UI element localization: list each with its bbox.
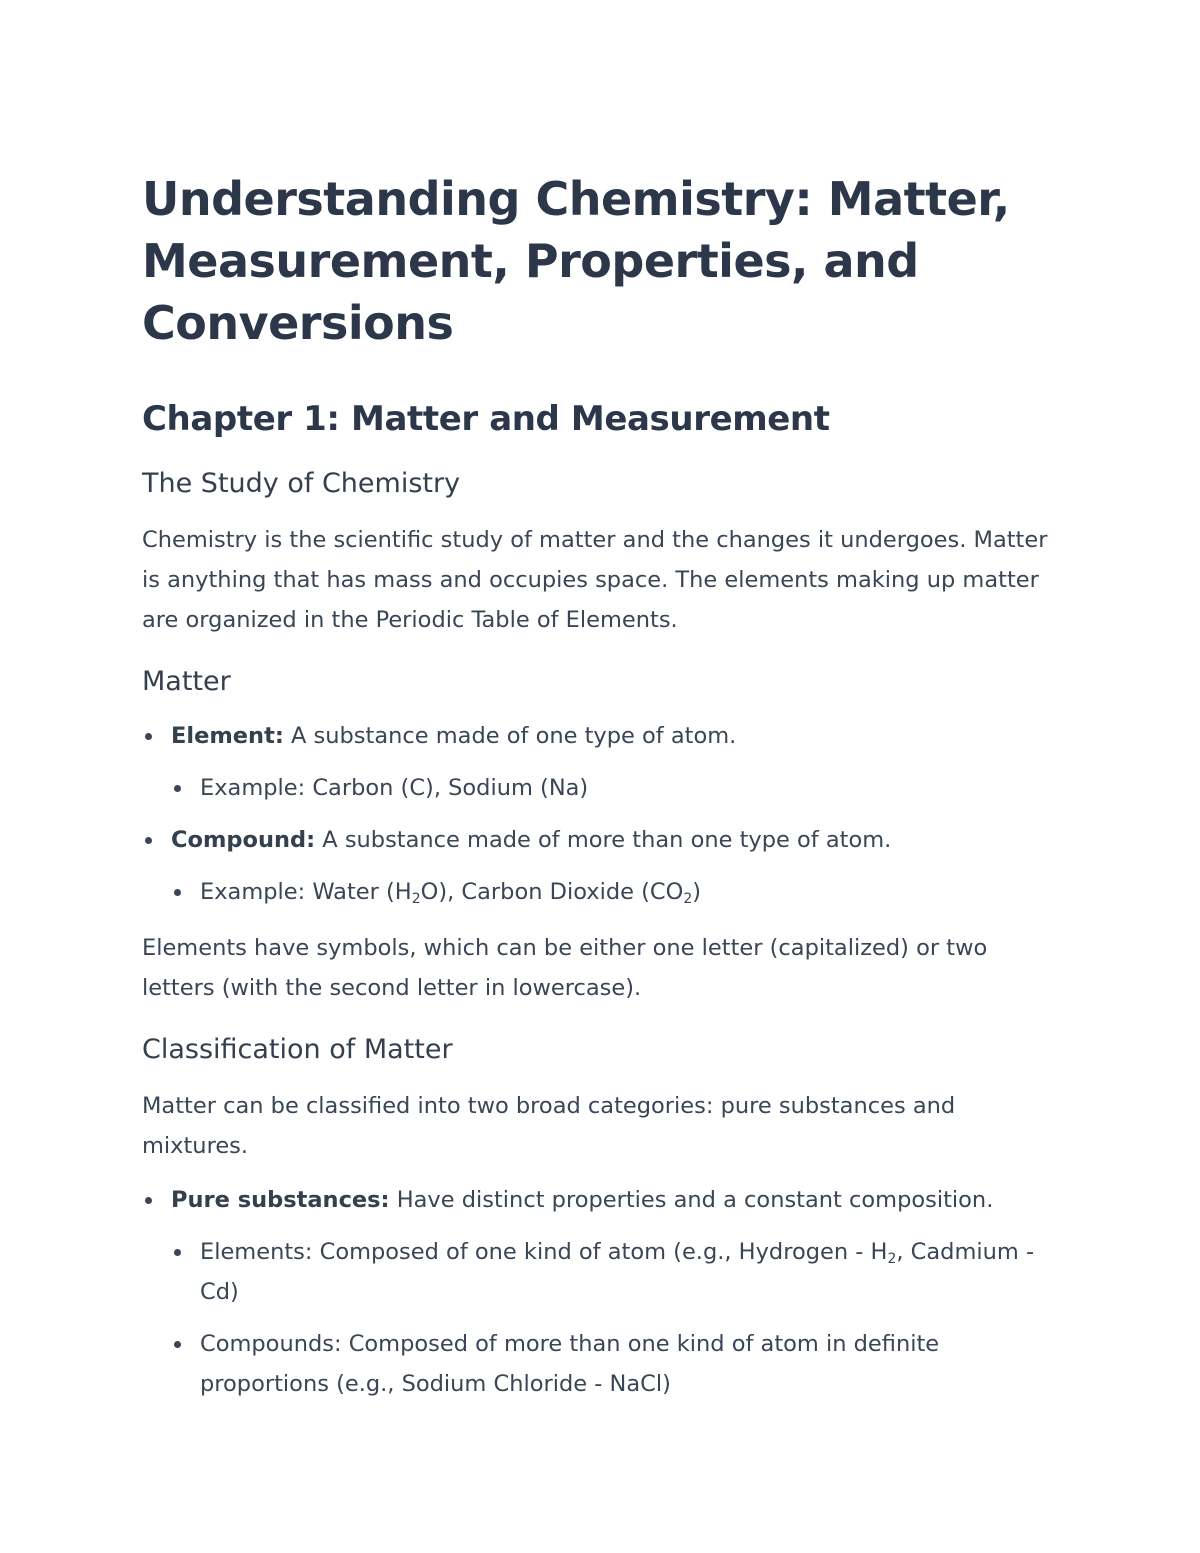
compound-example-part-b: O), Carbon Dioxide (CO: [420, 879, 684, 905]
list-item-compounds: [142, 1324, 1060, 1404]
pure-substances-definition: Have distinct properties and a constant composition.: [389, 1187, 994, 1213]
subscript: 2: [411, 891, 421, 907]
bullet-icon: [145, 1197, 152, 1204]
compound-example-part-c: ): [692, 879, 702, 905]
subscript: 2: [683, 891, 693, 907]
list-item-compound-example: [142, 872, 1060, 912]
compounds-text: Compounds: Composed of more than one kind of atom in definite proportions (e.g., Sodium Chloride - NaCl): [200, 1331, 940, 1397]
list-item-pure-substances: [142, 1180, 1060, 1220]
section-heading-study: The Study of Chemistry: [142, 468, 461, 499]
list-item-elements: [142, 1232, 1060, 1312]
symbols-paragraph: Elements have symbols, which can be either one letter (capitalized) or two letters (with the second letter in lowercase).: [142, 935, 988, 1001]
list-item-element-example: [142, 768, 1060, 808]
document-title: Understanding Chemistry: Matter, Measurement, Properties, and Conversions: [142, 172, 1010, 350]
bullet-icon: [174, 785, 181, 792]
list-item-element: [142, 716, 1060, 756]
bullet-icon: [145, 837, 152, 844]
compound-definition: A substance made of more than one type of atom.: [315, 827, 892, 853]
term-pure-substances: Pure substances:: [171, 1187, 390, 1213]
matter-list: [142, 716, 1060, 912]
bullet-icon: [174, 1341, 181, 1348]
elements-part-b: , Cadmium - Cd): [200, 1239, 1035, 1305]
term-compound: Compound:: [171, 827, 316, 853]
bullet-icon: [174, 1249, 181, 1256]
chapter-heading: Chapter 1: Matter and Measurement: [142, 399, 830, 439]
bullet-icon: [174, 889, 181, 896]
subscript: 2: [887, 1251, 897, 1267]
elements-part-a: Elements: Composed of one kind of atom (e.g., Hydrogen - H: [200, 1239, 888, 1265]
term-element: Element:: [171, 723, 284, 749]
classification-list: [142, 1180, 1060, 1404]
bullet-icon: [145, 733, 152, 740]
study-paragraph: Chemistry is the scientific study of matter and the changes it undergoes. Matter is anything that has mass and occupies space. The elements making up matter are organized in the Periodic Table of Elements.: [142, 527, 1048, 633]
element-example: Example: Carbon (C), Sodium (Na): [200, 775, 589, 801]
compound-example-part-a: Example: Water (H: [200, 879, 412, 905]
element-definition: A substance made of one type of atom.: [283, 723, 737, 749]
list-item-compound: [142, 820, 1060, 860]
classification-paragraph: Matter can be classified into two broad categories: pure substances and mixtures.: [142, 1093, 956, 1159]
section-heading-classification: Classification of Matter: [142, 1034, 453, 1065]
section-heading-matter: Matter: [142, 666, 231, 697]
